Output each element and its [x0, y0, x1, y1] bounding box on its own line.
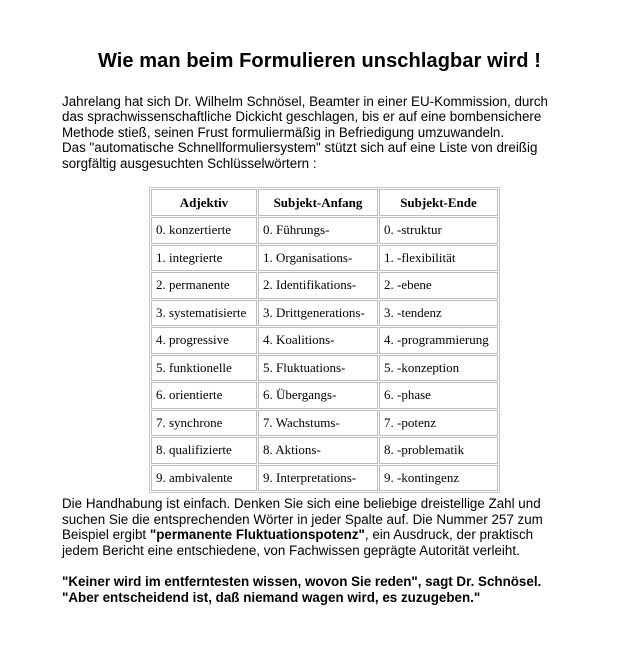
table-cell: 1. integrierte [151, 245, 257, 272]
table-cell: 8. -problematik [379, 437, 498, 464]
table-cell: 4. -programmierung [379, 327, 498, 354]
table-cell: 2. permanente [151, 272, 257, 299]
table-row [151, 355, 498, 382]
intro-line: Methode stieß, seinen Frust formuliermäßig in Befriedigung umzuwandeln. [62, 124, 505, 140]
table-cell: 7. synchrone [151, 410, 257, 437]
intro-line: sorgfältig ausgesuchten Schlüsselwörtern : [62, 155, 317, 171]
table-cell: 7. -potenz [379, 410, 498, 437]
quote-paragraph [62, 574, 592, 605]
table-cell: 8. qualifizierte [151, 437, 257, 464]
intro-line: das sprachwissenschaftliche Dickicht geschlagen, bis er auf eine bombensichere [62, 109, 542, 125]
table-cell: 3. Drittgenerations- [258, 300, 378, 327]
table-cell: 0. Führungs- [258, 217, 378, 244]
table-row [151, 437, 498, 464]
quote-line: "Aber entscheidend ist, daß niemand wagen wird, es zuzugeben." [62, 589, 481, 605]
table-cell: 6. Übergangs- [258, 382, 378, 409]
page-title: Wie man beim Formulieren unschlagbar wird ! [97, 50, 542, 72]
table-row [151, 327, 498, 354]
usage-paragraph [62, 496, 592, 558]
table-row [151, 272, 498, 299]
table-cell: 5. Fluktuations- [258, 355, 378, 382]
table-row [151, 217, 498, 244]
table-cell: 3. -tendenz [379, 300, 498, 327]
usage-line: Die Handhabung ist einfach. Denken Sie sich eine beliebige dreistellige Zahl und [62, 496, 541, 511]
usage-line: jedem Bericht eine entschiedene, von Fachwissen geprägte Autorität verleiht. [62, 542, 520, 558]
table-row [151, 245, 498, 272]
usage-line: suchen Sie die entsprechenden Wörter in jeder Spalte auf. Die Nummer 257 zum [62, 511, 543, 527]
table-cell: 0. -struktur [379, 217, 498, 244]
table-cell: 5. funktionelle [151, 355, 257, 382]
table-header-row [151, 189, 498, 216]
table-cell: 3. systematisierte [151, 300, 257, 327]
table-cell: 8. Aktions- [258, 437, 378, 464]
table-cell: 1. -flexibilität [379, 245, 498, 272]
header-subjekt-ende: Subjekt-Ende [379, 189, 498, 216]
header-subjekt-anfang: Subjekt-Anfang [258, 189, 378, 216]
table-row [151, 465, 498, 492]
usage-text: , ein Ausdruck, der praktisch [364, 527, 534, 543]
table-row [151, 410, 498, 437]
header-adjektiv: Adjektiv [151, 189, 257, 216]
intro-paragraph [62, 94, 582, 171]
table-cell: 2. Identifikations- [258, 272, 378, 299]
intro-line: Jahrelang hat sich Dr. Wilhelm Schnösel, Beamter in einer EU-Kommission, durch [62, 94, 548, 109]
table-cell: 1. Organisations- [258, 245, 378, 272]
table-cell: 9. Interpretations- [258, 465, 378, 492]
table-cell: 4. Koalitions- [258, 327, 378, 354]
example-phrase: "permanente Fluktuationspotenz" [149, 527, 365, 543]
intro-line: Das "automatische Schnellformuliersystem" stützt sich auf eine Liste von dreißig [62, 140, 538, 156]
table-cell: 9. ambivalente [151, 465, 257, 492]
quote-line: "Keiner wird im entferntesten wissen, wovon Sie reden", sagt Dr. Schnösel. [62, 574, 542, 589]
usage-text: Beispiel ergibt [62, 527, 150, 543]
table-cell: 7. Wachstums- [258, 410, 378, 437]
table-cell: 0. konzertierte [151, 217, 257, 244]
table-cell: 4. progressive [151, 327, 257, 354]
table-row [151, 300, 498, 327]
table-cell: 6. orientierte [151, 382, 257, 409]
usage-line [62, 527, 592, 543]
table-body [151, 217, 498, 491]
table-cell: 2. -ebene [379, 272, 498, 299]
table-row [151, 382, 498, 409]
table-cell: 9. -kontingenz [379, 465, 498, 492]
table-cell: 6. -phase [379, 382, 498, 409]
table-cell: 5. -konzeption [379, 355, 498, 382]
keyword-table [149, 187, 500, 493]
